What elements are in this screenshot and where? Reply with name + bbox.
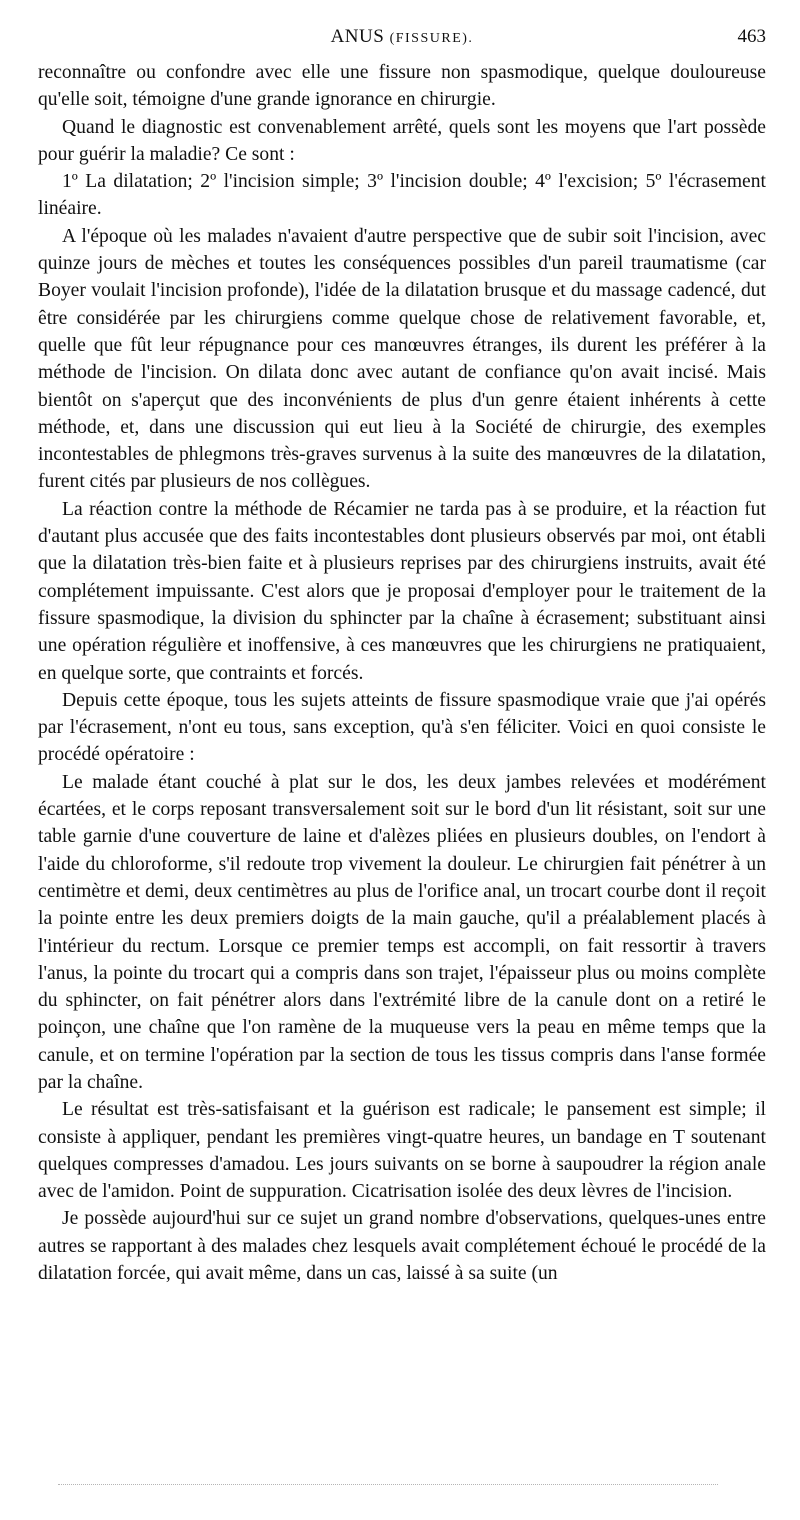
paragraph-diagnostic-question: Quand le diagnostic est convenablement arrêté, quels sont les moyens que l'art possède pour guérir la maladie? Ce sont : — [38, 116, 766, 165]
body-text — [38, 59, 766, 1287]
running-title-main: ANUS — [330, 26, 385, 47]
paragraph-result: Le résultat est très-satisfaisant et la guérison est radicale; le pansement est simple; il consiste à appliquer, pendant les premières vingt-quatre heures, un bandage en T soutenant quelques compresses d'amadou. Les jours suivants on se borne à saupoudrer la région anale avec de l'amidon. Point de suppuration. Cicatrisation isolée des deux lèvres de l'incision. — [38, 1099, 766, 1203]
paragraph-observations: Je possède aujourd'hui sur ce sujet un grand nombre d'observations, quelques-unes entre autres se rapportant à des malades chez lesquels avait complétement échoué le procédé de la dilatation forcée, qui avait même, dans un cas, laissé à sa suite (un — [38, 1208, 766, 1285]
paragraph-procedure: Le malade étant couché à plat sur le dos, les deux jambes relevées et modérément écartées, et le corps reposant transversalement soit sur le bord d'un lit résistant, soit sur une table garnie d'une couverture de laine et d'alèzes pliées en plusieurs doubles, on l'endort à l'aide du chloroforme, s'il redoute trop vivement la douleur. Le chirurgien fait pénétrer à un centimètre et demi, deux centimètres au plus de l'orifice anal, un trocart courbe dont il reçoit la pointe entre les deux premiers doigts de la main gauche, qu'il a préalablement placés à l'intérieur du rectum. Lorsque ce premier temps est accompli, on fait ressortir à travers l'anus, la pointe du trocart qui a compris dans son trajet, l'épaisseur plus ou moins complète du sphincter, on fait pénétrer alors dans l'extrémité libre de la canule dont on a retiré le poinçon, une chaîne que l'on ramène de la muqueuse vers la peau en même temps que la canule, et on termine l'opération par la section de tous les tissus compris dans l'anse formée par la chaîne. — [38, 771, 766, 1093]
running-title — [38, 26, 766, 48]
page-header — [38, 26, 766, 52]
paragraph-dilatation-history: A l'époque où les malades n'avaient d'autre perspective que de subir soit l'incision, avec quinze jours de mèches et toutes les conséquences possibles d'un pareil traumatisme (car Boyer voulait l'incision profonde), l'idée de la dilatation brusque et du massage cadencé, dut être considérée par les chirurgiens comme quelque chose de relativement favorable, et, quelle que fût leur répugnance pour ces manœuvres étranges, ils durent les préférer à la méthode de l'incision. On dilata donc avec autant de confiance qu'on avait incisé. Mais bientôt on s'aperçut que des inconvénients de plus d'un genre étaient inhérents à cette méthode, et, dans une discussion qui eut lieu à la Société de chirurgie, des exemples incontestables de phlegmons très-graves survenus à la suite des manœuvres de la dilatation, furent cités par plusieurs de nos collègues. — [38, 225, 766, 493]
paragraph-continuation: reconnaître ou confondre avec elle une fissure non spasmodique, quelque douloureuse qu'elle soit, témoigne d'une grande ignorance en chirurgie. — [38, 62, 766, 111]
paragraph-since-then: Depuis cette époque, tous les sujets atteints de fissure spasmodique vraie que j'ai opérés par l'écrasement, n'ont eu tous, sans exception, qu'à s'en féliciter. Voici en quoi consiste le procédé opératoire : — [38, 689, 766, 766]
paragraph-reaction: La réaction contre la méthode de Récamier ne tarda pas à se produire, et la réaction fut d'autant plus accusée que des faits incontestables dont plusieurs observés par moi, ont établi que la dilatation très-bien faite et à plusieurs reprises par des chirurgiens instruits, avait été complétement impuissante. C'est alors que je proposai d'employer pour le traitement de la fissure spasmodique, la division du sphincter par la chaîne à écrasement; substituant ainsi une opération régulière et inoffensive, à ces manœuvres que les chirurgiens ne pratiquaient, en quelque sorte, que contraints et forcés. — [38, 498, 766, 684]
running-title-subject: (FISSURE). — [389, 31, 474, 46]
footer-bleed-rule — [58, 1484, 718, 1485]
page-number: 463 — [737, 26, 766, 47]
paragraph-methods-list: 1º La dilatation; 2º l'incision simple; 3º l'incision double; 4º l'excision; 5º l'écrasement linéaire. — [38, 171, 766, 220]
